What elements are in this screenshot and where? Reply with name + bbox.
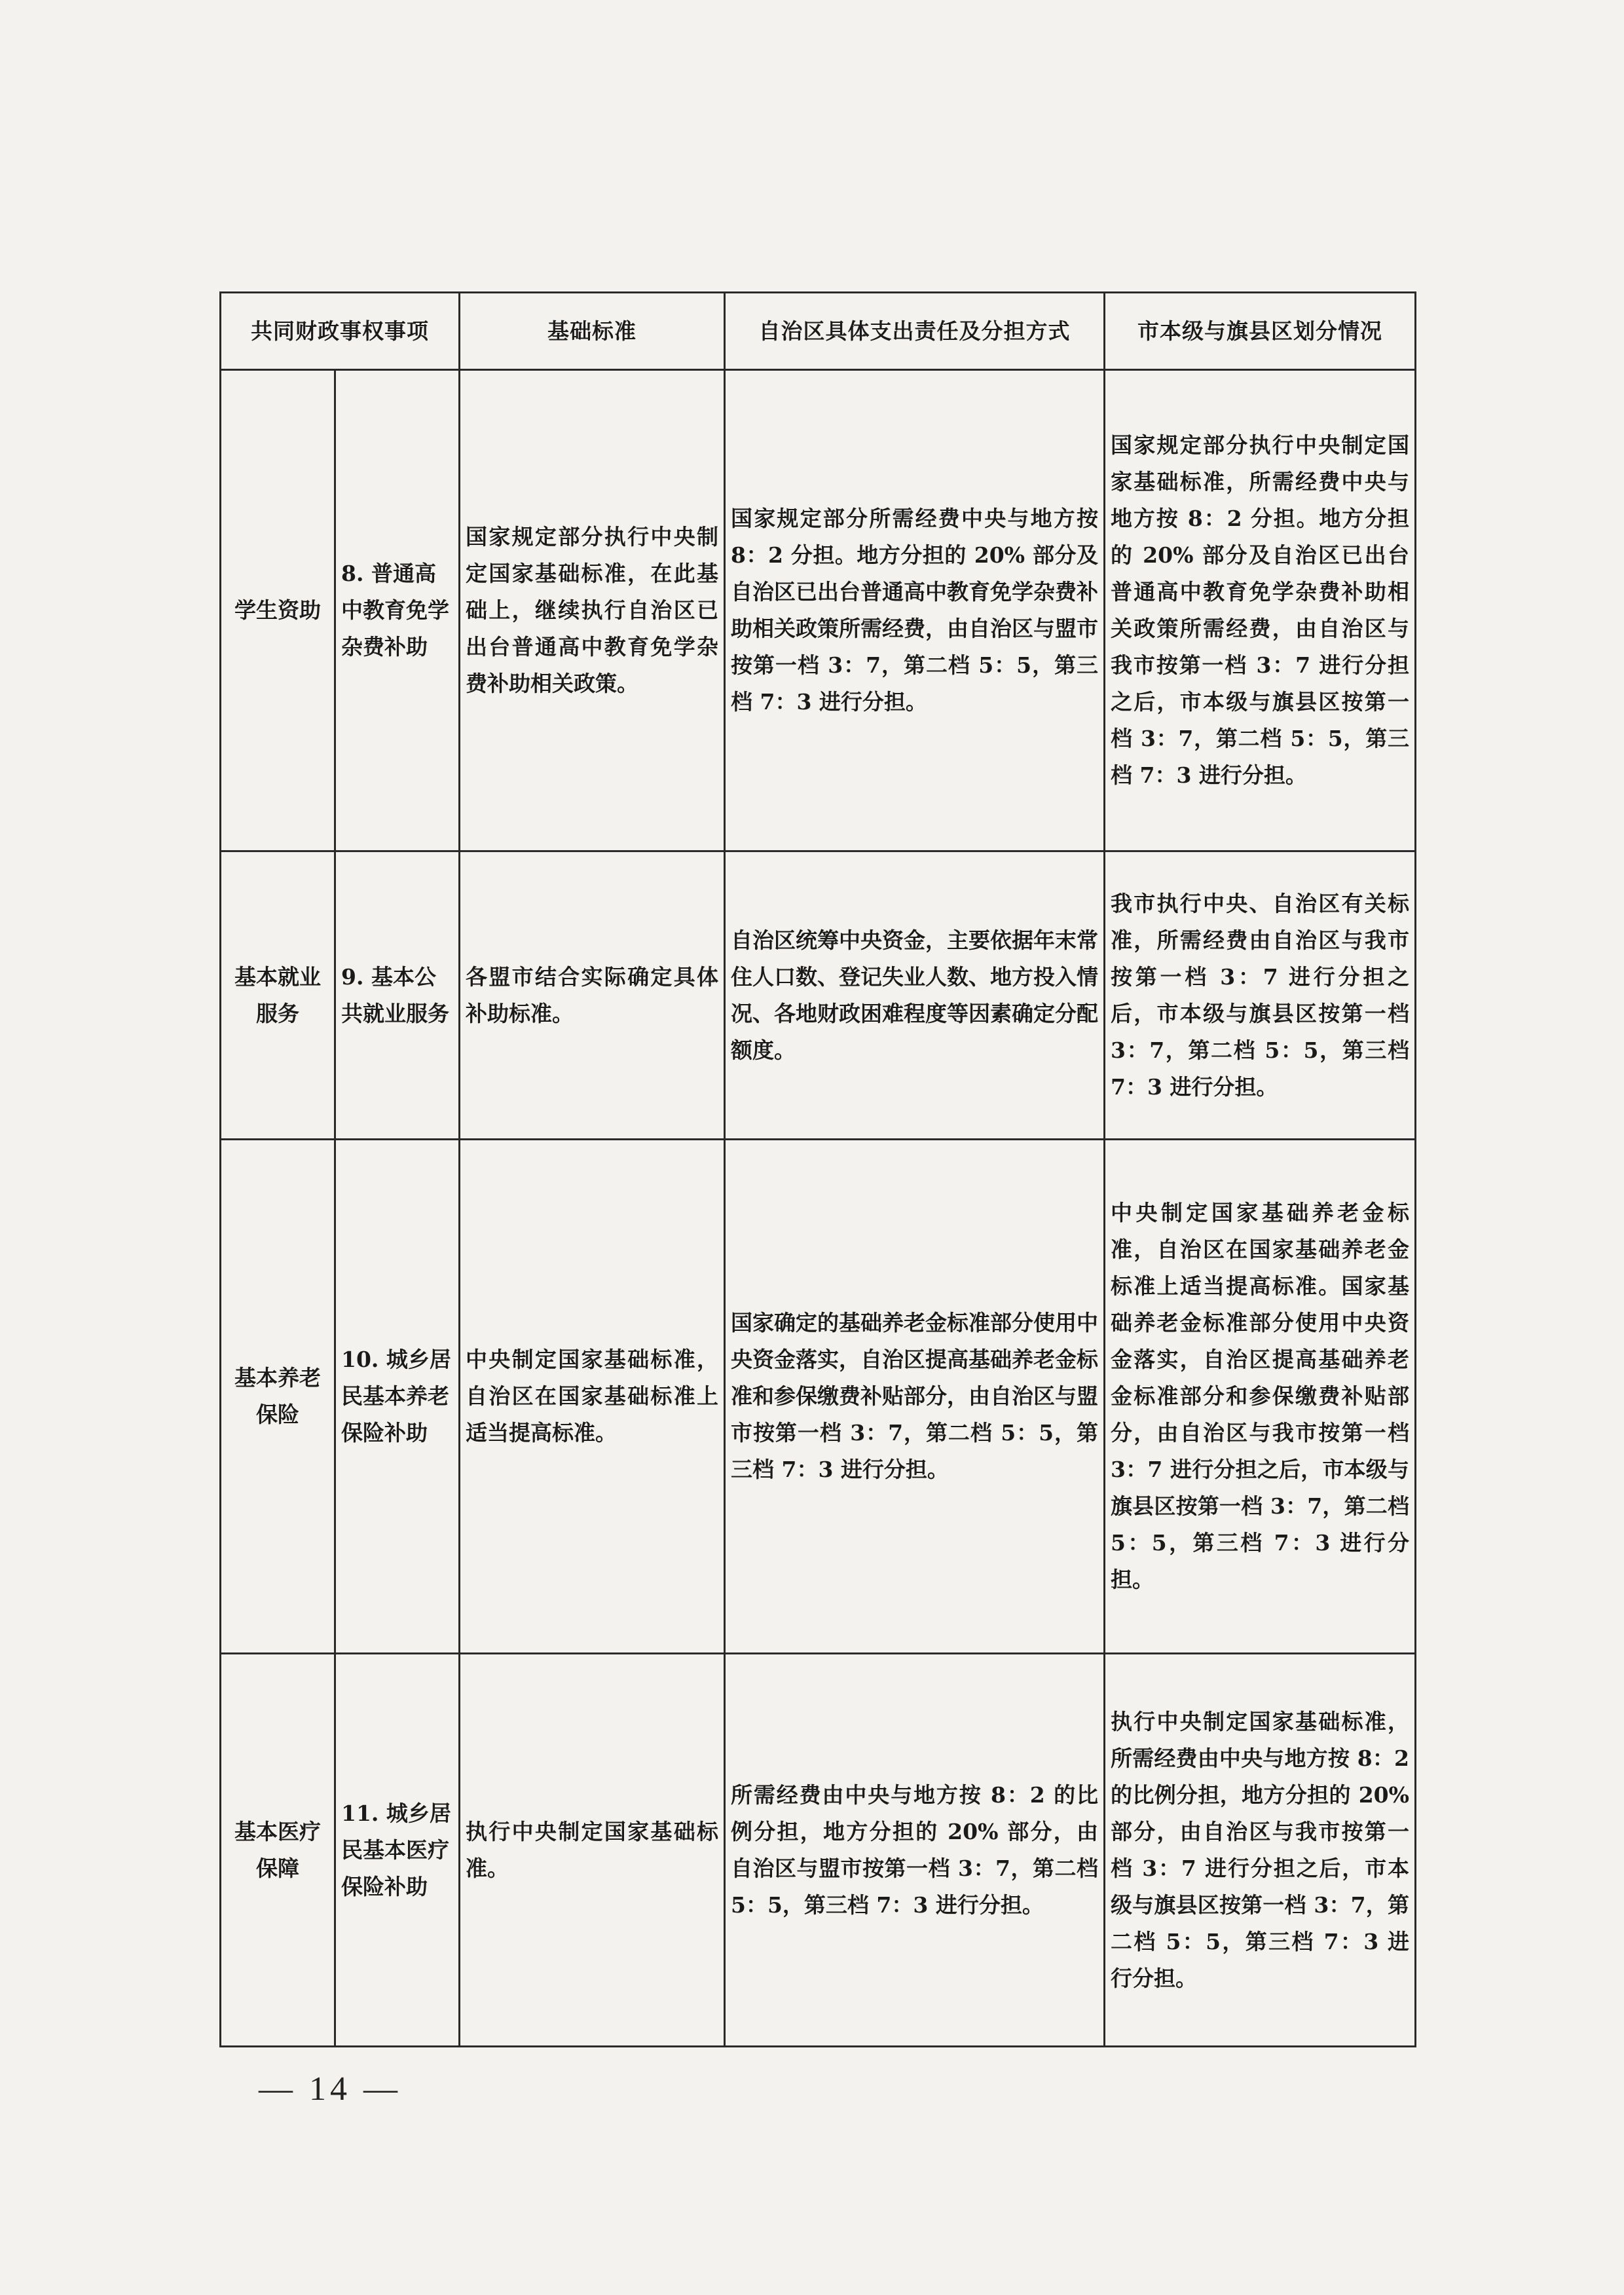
row-city-county-division: 国家规定部分执行中央制定国家基础标准，所需经费中央与地方按 8：2 分担。地方分担的 20% 部分及自治区已出台普通高中教育免学杂费补助相关政策所需经费，由自治区与我市按第一档 3：7 进行分担之后，市本级与旗县区按第一档 3：7，第二档 5：5，第三档 7：3 进行分担。 xyxy=(1105,370,1416,851)
row-region-responsibility: 国家确定的基础养老金标准部分使用中央资金落实，自治区提高基础养老金标准和参保缴费补贴部分，由自治区与盟市按第一档 3：7，第二档 5：5，第三档 7：3 进行分担。 xyxy=(725,1140,1105,1654)
page-number: — 14 — xyxy=(259,2070,401,2108)
row-basic-standard: 国家规定部分执行中央制定国家基础标准，在此基础上，继续执行自治区已出台普通高中教育免学杂费补助相关政策。 xyxy=(460,370,725,851)
row-basic-standard: 中央制定国家基础标准，自治区在国家基础标准上适当提高标准。 xyxy=(460,1140,725,1654)
row-basic-standard: 各盟市结合实际确定具体补助标准。 xyxy=(460,851,725,1140)
table-header-row xyxy=(221,293,1416,370)
table-row xyxy=(221,851,1416,1140)
row-region-responsibility: 所需经费由中央与地方按 8：2 的比例分担，地方分担的 20% 部分，由自治区与盟市按第一档 3：7，第二档 5：5，第三档 7：3 进行分担。 xyxy=(725,1654,1105,2047)
row-city-county-division: 我市执行中央、自治区有关标准，所需经费由自治区与我市按第一档 3：7 进行分担之后，市本级与旗县区按第一档 3：7，第二档 5：5，第三档 7：3 进行分担。 xyxy=(1105,851,1416,1140)
row-item: 8. 普通高中教育免学杂费补助 xyxy=(335,370,460,851)
header-basic-standard: 基础标准 xyxy=(460,293,725,370)
table-row xyxy=(221,1140,1416,1654)
header-shared-fiscal-item: 共同财政事权事项 xyxy=(221,293,460,370)
row-basic-standard: 执行中央制定国家基础标准。 xyxy=(460,1654,725,2047)
header-city-county-division: 市本级与旗县区划分情况 xyxy=(1105,293,1416,370)
row-category: 学生资助 xyxy=(221,370,335,851)
table-row xyxy=(221,1654,1416,2047)
row-city-county-division: 执行中央制定国家基础标准，所需经费由中央与地方按 8：2 的比例分担，地方分担的 20% 部分，由自治区与我市按第一档 3：7 进行分担之后，市本级与旗县区按第一档 3：7，第二档 5：5，第三档 7：3 进行分担。 xyxy=(1105,1654,1416,2047)
row-region-responsibility: 国家规定部分所需经费中央与地方按 8：2 分担。地方分担的 20% 部分及自治区已出台普通高中教育免学杂费补助相关政策所需经费，由自治区与盟市按第一档 3：7，第二档 5：5，第三档 7：3 进行分担。 xyxy=(725,370,1105,851)
header-region-responsibility: 自治区具体支出责任及分担方式 xyxy=(725,293,1105,370)
row-item: 11. 城乡居民基本医疗保险补助 xyxy=(335,1654,460,2047)
row-region-responsibility: 自治区统筹中央资金，主要依据年末常住人口数、登记失业人数、地方投入情况、各地财政困难程度等因素确定分配额度。 xyxy=(725,851,1105,1140)
row-item: 10. 城乡居民基本养老保险补助 xyxy=(335,1140,460,1654)
row-item: 9. 基本公共就业服务 xyxy=(335,851,460,1140)
fiscal-responsibility-table xyxy=(219,291,1416,2047)
table-row xyxy=(221,370,1416,851)
row-category: 基本就业服务 xyxy=(221,851,335,1140)
row-category: 基本养老保险 xyxy=(221,1140,335,1654)
row-category: 基本医疗保障 xyxy=(221,1654,335,2047)
row-city-county-division: 中央制定国家基础养老金标准，自治区在国家基础养老金标准上适当提高标准。国家基础养老金标准部分使用中央资金落实，自治区提高基础养老金标准部分和参保缴费补贴部分，由自治区与我市按第一档 3：7 进行分担之后，市本级与旗县区按第一档 3：7，第二档 5：5，第三档 7：3 进行分担。 xyxy=(1105,1140,1416,1654)
